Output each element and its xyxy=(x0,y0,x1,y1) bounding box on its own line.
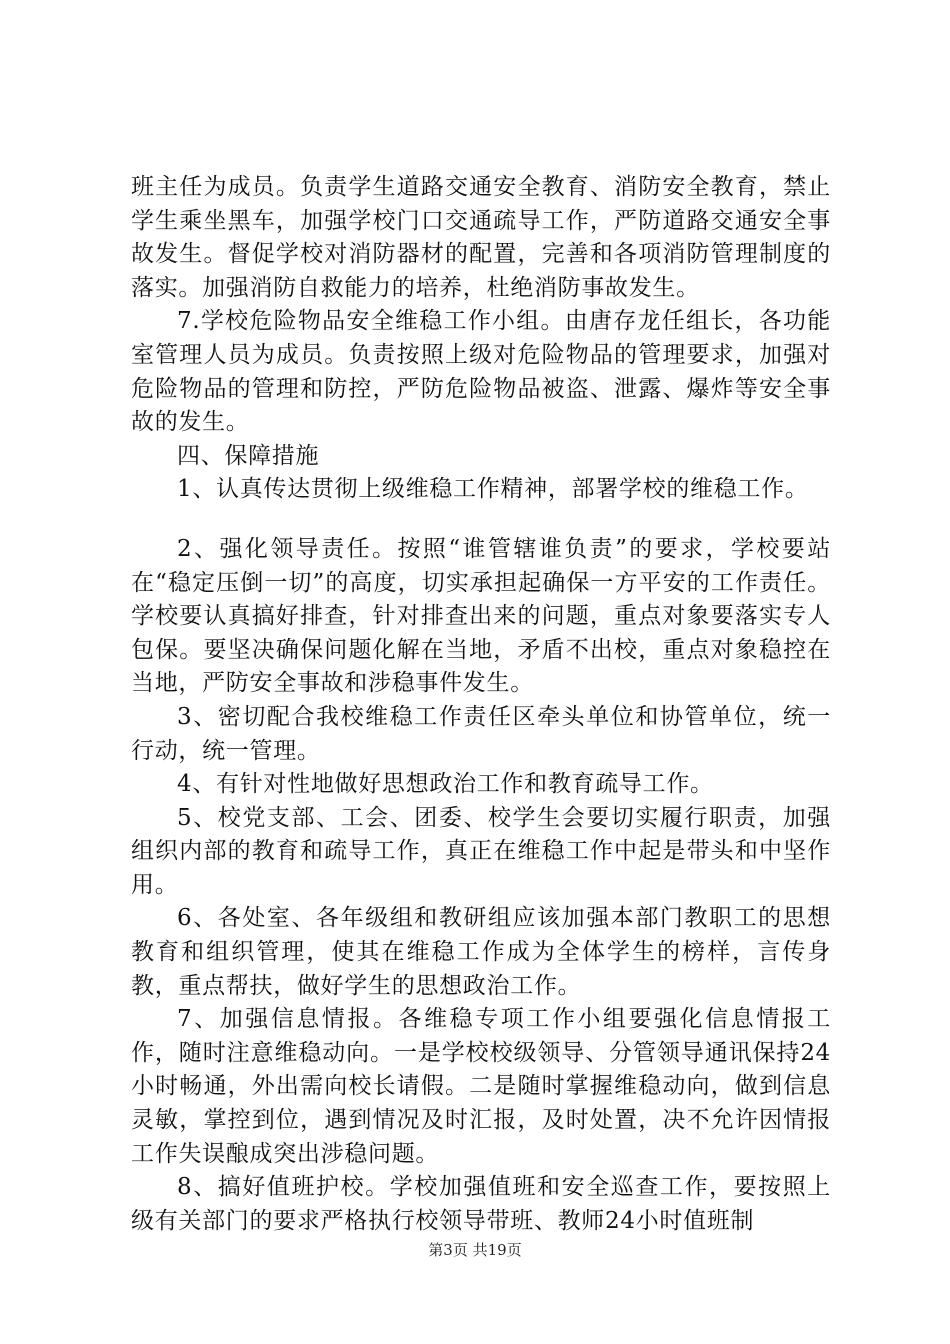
paragraph-measure-8: 8、搞好值班护校。学校加强值班和安全巡查工作，要按照上级有关部门的要求严格执行校领导带班、教师24小时值班制 xyxy=(131,1174,831,1234)
page-number-footer: 第3页 共19页 xyxy=(428,1241,522,1259)
paragraph-measure-5: 5、校党支部、工会、团委、校学生会要切实履行职责，加强组织内部的教育和疏导工作，真正在维稳工作中起是带头和中坚作用。 xyxy=(131,804,831,898)
section-heading-safeguard-measures: 四、保障措施 xyxy=(177,442,320,469)
paragraph-measure-4: 4、有针对性地做好思想政治工作和教育疏导工作。 xyxy=(177,771,714,798)
paragraph-hazardous-materials-group: 7.学校危险物品安全维稳工作小组。由唐存龙任组长，各功能室管理人员为成员。负责按照上级对危险物品的管理要求，加强对危险物品的管理和防控，严防危险物品被盗、泄露、爆炸等安全事故的发生。 xyxy=(131,308,831,436)
paragraph-measure-3: 3、密切配合我校维稳工作责任区牵头单位和协管单位，统一行动，统一管理。 xyxy=(131,703,831,764)
paragraph-continued-traffic-fire-safety: 班主任为成员。负责学生道路交通安全教育、消防安全教育，禁止学生乘坐黑车，加强学校门口交通疏导工作，严防道路交通安全事故发生。督促学校对消防器材的配置，完善和各项消防管理制度的落实。加强消防自救能力的培养，杜绝消防事故发生。 xyxy=(131,174,831,301)
paragraph-measure-2: 2、强化领导责任。按照“谁管辖谁负责”的要求，学校要站在“稳定压倒一切”的高度，切实承担起确保一方平安的工作责任。学校要认真搞好排查，针对排查出来的问题，重点对象要落实专人包保。要坚决确保问题化解在当地，矛盾不出校，重点对象稳控在当地，严防安全事故和涉稳事件发生。 xyxy=(131,535,831,697)
paragraph-measure-7: 7、加强信息情报。各维稳专项工作小组要强化信息情报工作，随时注意维稳动向。一是学校校级领导、分管领导通讯保持24小时畅通，外出需向校长请假。二是随时掌握维稳动向，做到信息灵敏，掌控到位，遇到情况及时汇报，及时处置，决不允许因情报工作失误酿成突出涉稳问题。 xyxy=(131,1006,831,1167)
paragraph-measure-1: 1、认真传达贯彻上级维稳工作精神，部署学校的维稳工作。 xyxy=(177,476,809,503)
paragraph-measure-6: 6、各处室、各年级组和教研组应该加强本部门教职工的思想教育和组织管理，使其在维稳工作成为全体学生的榜样，言传身教，重点帮扶，做好学生的思想政治工作。 xyxy=(131,905,831,999)
document-body xyxy=(131,171,831,1238)
